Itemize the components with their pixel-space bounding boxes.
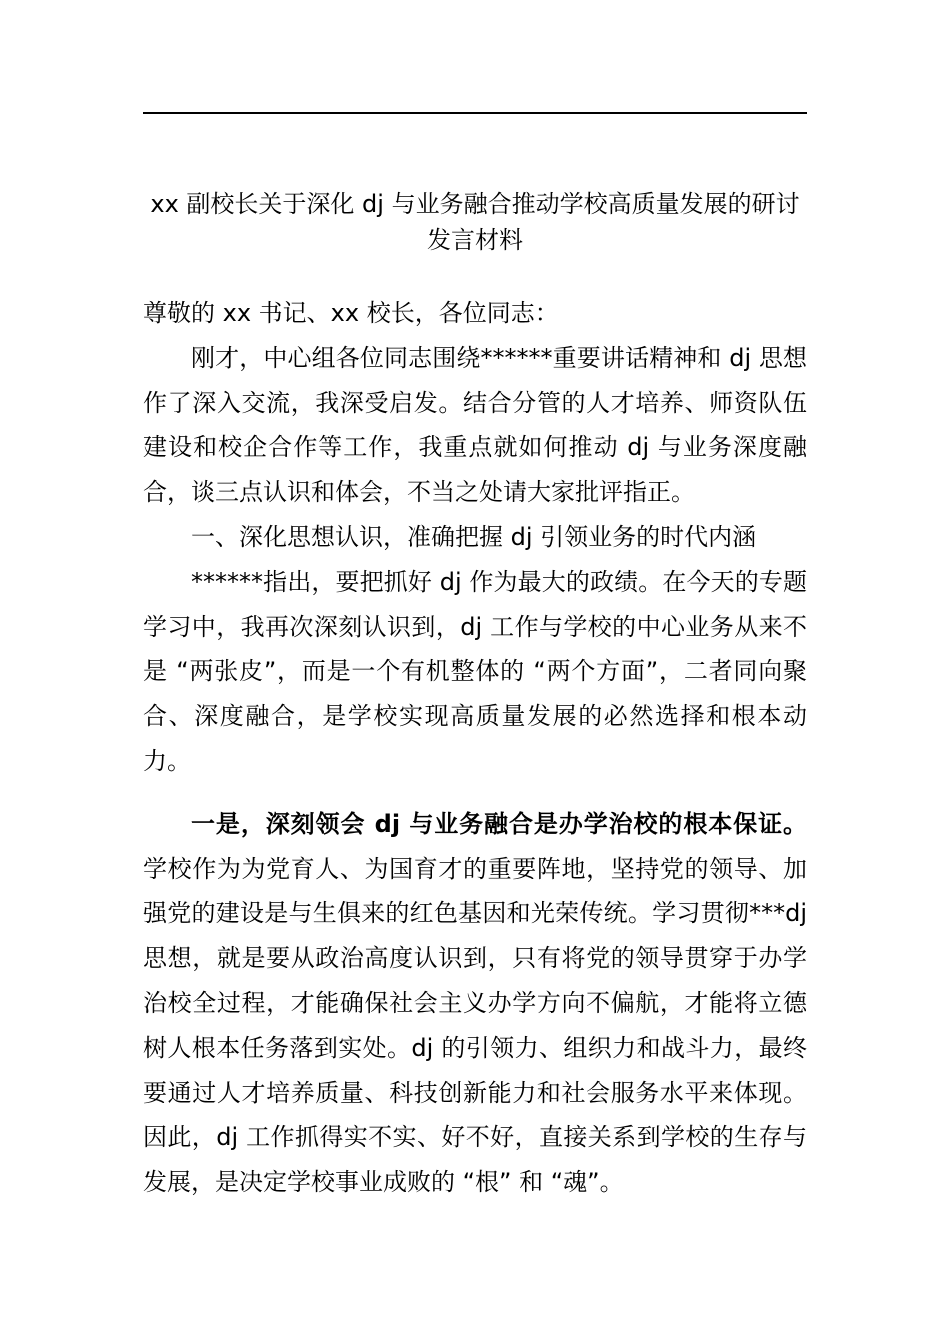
section-heading: 一、深化思想认识，准确把握 dj 引领业务的时代内涵 [191,522,757,551]
point-one-body: 学校作为为党育人、为国育才的重要阵地，坚持党的领导、加强党的建设是与生俱来的红色基因和光荣传统。学习贯彻***dj 思想，就是要从政治高度认识到，只有将党的领导贯穿于办学治校全过程，才能确保社会主义办学方向不偏航，才能将立德树人根本任务落到实处。dj 的引领力、组织力和战斗力，最终要通过人才培养质量、科技创新能力和社会服务水平来体现。因此，dj 工作抓得实不实、好不好，直接关系到学校的生存与发展，是决定学校事业成败的 “根” 和 “魂”。 [143,854,807,1197]
paragraph-quote: ******指出，要把抓好 dj 作为最大的政绩。在今天的专题学习中，我再次深刻认识到，dj 工作与学校的中心业务从来不是 “两张皮”，而是一个有机整体的 “两个方面”，二者同向聚合、深度融合，是学校实现高质量发展的必然选择和根本动力。 [143,567,807,775]
header-rule [143,112,807,114]
document-body [143,291,807,1205]
document-title: xx 副校长关于深化 dj 与业务融合推动学校高质量发展的研讨发言材料 [150,190,800,254]
point-one-lead: 一是，深刻领会 dj 与业务融合是办学治校的根本保证。 [191,809,807,838]
salutation: 尊敬的 xx 书记、xx 校长，各位同志： [143,299,559,327]
paragraph-point-one [143,802,807,1205]
paragraph-intro: 刚才，中心组各位同志围绕******重要讲话精神和 dj 思想作了深入交流，我深受启发。结合分管的人才培养、师资队伍建设和校企合作等工作，我重点就如何推动 dj 与业务深度融合，谈三点认识和体会，不当之处请大家批评指正。 [143,343,807,507]
